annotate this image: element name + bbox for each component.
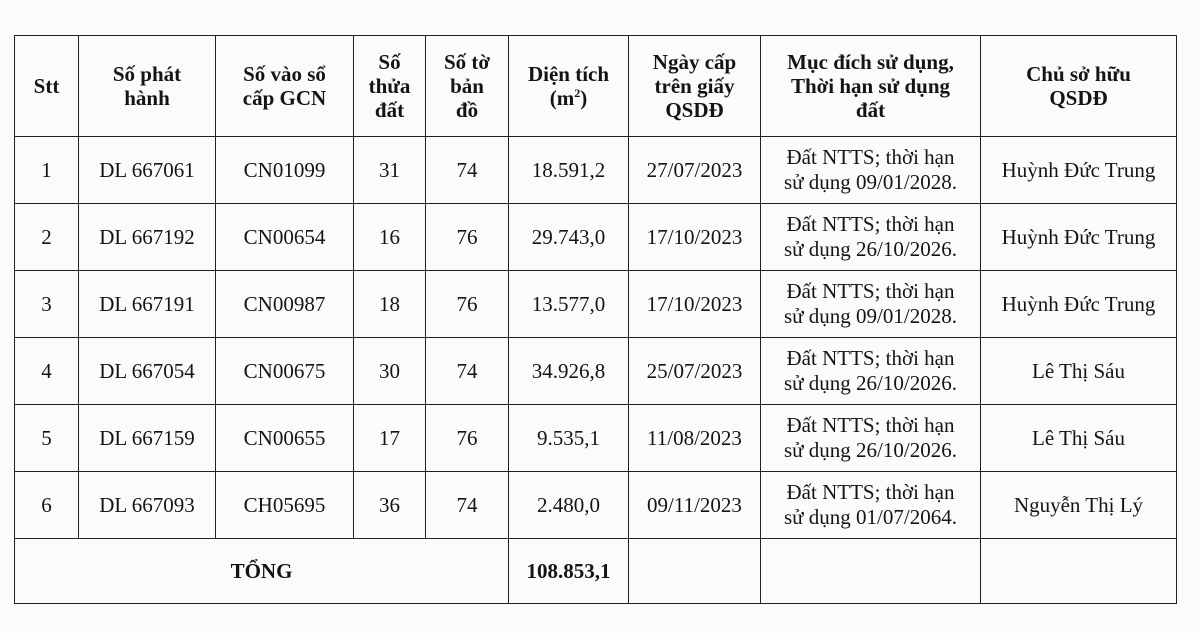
cell-so-to: 76 (426, 271, 509, 338)
cell-dien-tich: 34.926,8 (509, 338, 629, 405)
cell-so-vao-so: CN00654 (216, 204, 354, 271)
total-row (15, 539, 1177, 604)
purpose-line: sử dụng 01/07/2064. (784, 505, 957, 529)
header-line: Ngày cấp (652, 50, 737, 74)
cell-dien-tich: 18.591,2 (509, 137, 629, 204)
purpose-line: Đất NTTS; thời hạn (786, 145, 955, 169)
cell-ngay-cap: 27/07/2023 (629, 137, 761, 204)
header-muc-dich (761, 36, 981, 137)
cell-so-thua: 31 (354, 137, 426, 204)
land-certificate-table (14, 35, 1177, 604)
header-line: trên giấy (654, 74, 735, 98)
cell-so-phat-hanh: DL 667191 (79, 271, 216, 338)
purpose-line: Đất NTTS; thời hạn (786, 279, 955, 303)
cell-so-vao-so: CN00987 (216, 271, 354, 338)
cell-chu-so-huu: Huỳnh Đức Trung (981, 137, 1177, 204)
cell-so-phat-hanh: DL 667192 (79, 204, 216, 271)
cell-so-thua: 30 (354, 338, 426, 405)
cell-ngay-cap: 17/10/2023 (629, 271, 761, 338)
cell-chu-so-huu: Huỳnh Đức Trung (981, 271, 1177, 338)
cell-ngay-cap: 11/08/2023 (629, 405, 761, 472)
header-line: Số tờ (443, 50, 491, 74)
cell-dien-tich: 29.743,0 (509, 204, 629, 271)
cell-stt: 4 (15, 338, 79, 405)
purpose-line: Đất NTTS; thời hạn (786, 212, 955, 236)
header-unit-close: ) (580, 86, 588, 110)
purpose-line: sử dụng 26/10/2026. (784, 237, 957, 261)
table-row (15, 472, 1177, 539)
cell-so-phat-hanh: DL 667061 (79, 137, 216, 204)
purpose-line: sử dụng 26/10/2026. (784, 438, 957, 462)
cell-ngay-cap: 17/10/2023 (629, 204, 761, 271)
cell-chu-so-huu: Huỳnh Đức Trung (981, 204, 1177, 271)
cell-so-phat-hanh: DL 667054 (79, 338, 216, 405)
cell-muc-dich (761, 271, 981, 338)
purpose-line: sử dụng 09/01/2028. (784, 170, 957, 194)
header-line: Mục đích sử dụng, (787, 50, 954, 74)
total-empty-cell (761, 539, 981, 604)
header-line: Số (378, 50, 401, 74)
table-row (15, 137, 1177, 204)
cell-stt: 6 (15, 472, 79, 539)
total-label: TỔNG (15, 539, 509, 604)
cell-so-to: 74 (426, 472, 509, 539)
header-line: QSDĐ (665, 98, 724, 122)
header-line: thửa (368, 74, 411, 98)
total-empty-cell (629, 539, 761, 604)
cell-so-vao-so: CH05695 (216, 472, 354, 539)
cell-dien-tich: 13.577,0 (509, 271, 629, 338)
header-line: Số phát (112, 62, 182, 86)
purpose-line: Đất NTTS; thời hạn (786, 480, 955, 504)
header-unit: (m (549, 86, 575, 110)
cell-chu-so-huu: Lê Thị Sáu (981, 405, 1177, 472)
cell-dien-tich: 9.535,1 (509, 405, 629, 472)
cell-chu-so-huu: Nguyễn Thị Lý (981, 472, 1177, 539)
cell-muc-dich (761, 137, 981, 204)
cell-so-thua: 16 (354, 204, 426, 271)
table-row (15, 338, 1177, 405)
purpose-line: Đất NTTS; thời hạn (786, 413, 955, 437)
table-row (15, 405, 1177, 472)
header-line: Thời hạn sử dụng (790, 74, 951, 98)
cell-so-vao-so: CN01099 (216, 137, 354, 204)
cell-so-thua: 17 (354, 405, 426, 472)
header-line: Diện tích (527, 62, 610, 86)
cell-stt: 3 (15, 271, 79, 338)
purpose-line: sử dụng 09/01/2028. (784, 304, 957, 328)
header-line: Chủ sở hữu (1026, 62, 1131, 86)
table-row (15, 271, 1177, 338)
header-line: QSDĐ (1049, 86, 1108, 110)
header-so-to (426, 36, 509, 137)
header-line: đất (374, 98, 405, 122)
cell-so-to: 74 (426, 338, 509, 405)
cell-so-vao-so: CN00675 (216, 338, 354, 405)
header-ngay-cap (629, 36, 761, 137)
cell-so-to: 76 (426, 405, 509, 472)
cell-stt: 2 (15, 204, 79, 271)
purpose-line: Đất NTTS; thời hạn (786, 346, 955, 370)
header-row (15, 36, 1177, 137)
header-line: bản (450, 74, 484, 98)
cell-so-vao-so: CN00655 (216, 405, 354, 472)
cell-muc-dich (761, 405, 981, 472)
cell-chu-so-huu: Lê Thị Sáu (981, 338, 1177, 405)
total-empty-cell (981, 539, 1177, 604)
header-line: Số vào sổ (243, 62, 326, 86)
cell-so-to: 74 (426, 137, 509, 204)
header-so-thua (354, 36, 426, 137)
cell-so-thua: 36 (354, 472, 426, 539)
cell-ngay-cap: 09/11/2023 (629, 472, 761, 539)
cell-so-phat-hanh: DL 667159 (79, 405, 216, 472)
header-so-vao-so (216, 36, 354, 137)
cell-dien-tich: 2.480,0 (509, 472, 629, 539)
header-so-phat-hanh (79, 36, 216, 137)
total-area: 108.853,1 (509, 539, 629, 604)
header-unit-exponent: 2 (574, 86, 581, 100)
header-stt-label: Stt (33, 74, 60, 98)
cell-ngay-cap: 25/07/2023 (629, 338, 761, 405)
purpose-line: sử dụng 26/10/2026. (784, 371, 957, 395)
header-line: đất (855, 98, 886, 122)
header-dien-tich (509, 36, 629, 137)
cell-muc-dich (761, 472, 981, 539)
header-line: đồ (455, 98, 479, 122)
header-stt (15, 36, 79, 137)
cell-so-to: 76 (426, 204, 509, 271)
header-chu-so-huu (981, 36, 1177, 137)
cell-stt: 5 (15, 405, 79, 472)
cell-stt: 1 (15, 137, 79, 204)
header-line: hành (124, 86, 170, 110)
table-row (15, 204, 1177, 271)
cell-so-phat-hanh: DL 667093 (79, 472, 216, 539)
cell-so-thua: 18 (354, 271, 426, 338)
header-line: cấp GCN (242, 86, 327, 110)
cell-muc-dich (761, 338, 981, 405)
cell-muc-dich (761, 204, 981, 271)
